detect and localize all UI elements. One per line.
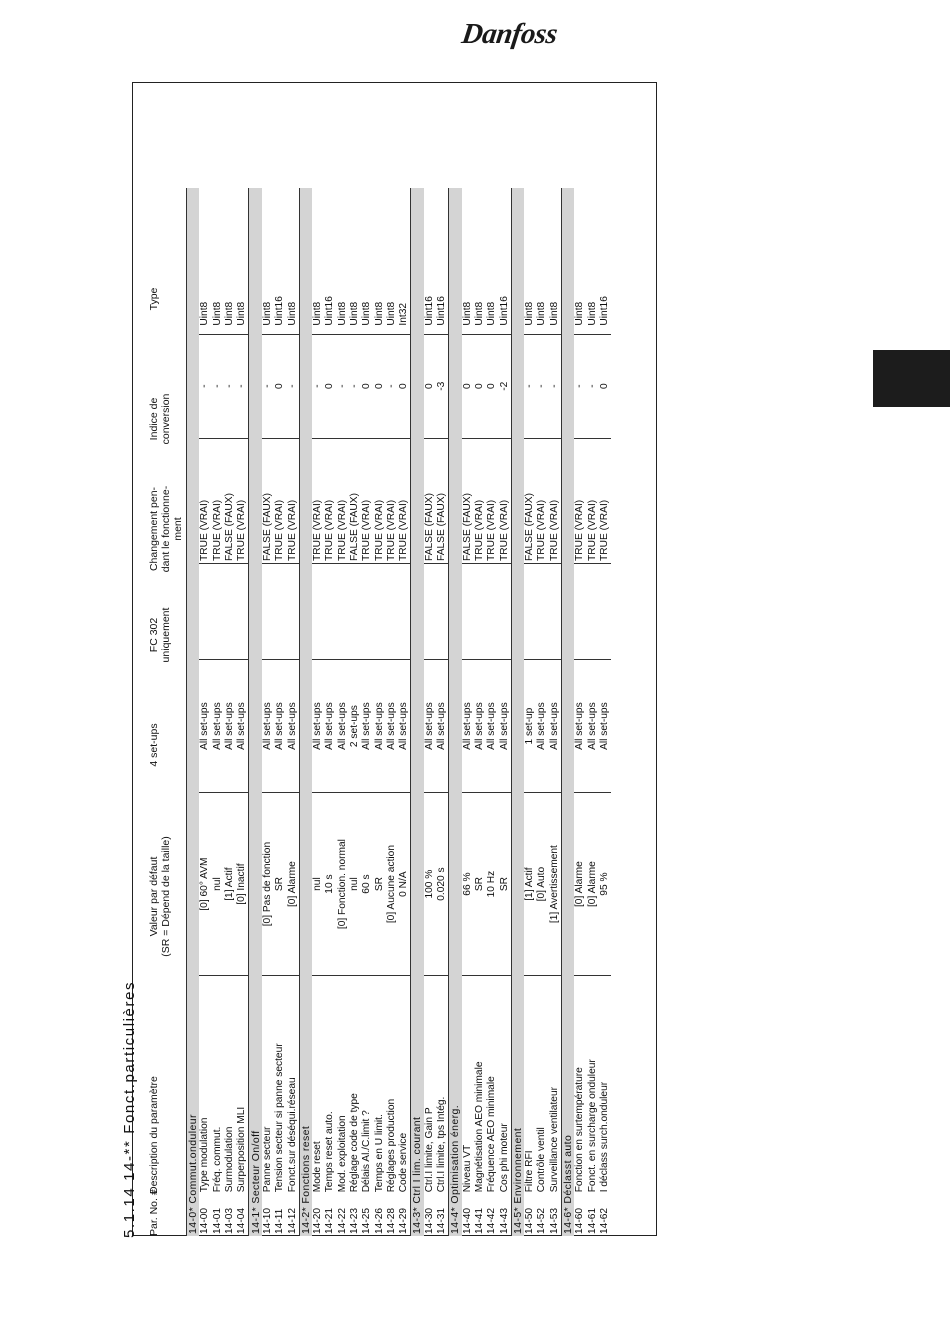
param-change-during-operation: TRUE (VRAI) (337, 438, 349, 563)
param-change-during-operation: TRUE (VRAI) (599, 438, 611, 563)
group-header-row (249, 188, 262, 1236)
parameter-row (424, 188, 436, 1236)
param-conversion-index: - (536, 334, 548, 438)
param-conversion-index: 0 (424, 334, 436, 438)
param-setups: All set-ups (587, 659, 599, 792)
parameter-row (524, 188, 536, 1236)
param-setups: All set-ups (386, 659, 398, 792)
param-setups: All set-ups (236, 659, 249, 792)
parameter-row (486, 188, 498, 1236)
param-default-value: SR (274, 793, 286, 975)
param-default-value: [0] Alarme (286, 793, 299, 975)
param-type: Uint8 (549, 188, 562, 334)
param-type: Uint8 (386, 188, 398, 334)
param-number: 14-00 (199, 1207, 211, 1234)
param-number: 14-29 (398, 1207, 410, 1234)
param-fc302-only (524, 563, 536, 659)
param-change-during-operation: TRUE (VRAI) (587, 438, 599, 563)
chapter-tab-marker (873, 350, 950, 407)
header-default-line1: Valeur par défaut (148, 856, 160, 937)
param-number: 14-10 (261, 1207, 273, 1234)
header-conversion-line2: conversion (160, 393, 172, 445)
param-type: Uint8 (361, 188, 373, 334)
param-description: Délais Al./C.limit ? (361, 1110, 373, 1193)
group-title: 14-6* Déclasst auto (561, 188, 574, 1236)
param-description: Fonct.sur déséqui.réseau (286, 1077, 298, 1193)
param-description: Ctrl.I limite, Gain P (423, 1107, 435, 1193)
parameter-row (286, 188, 299, 1236)
param-default-value: 0 N/A (398, 793, 411, 975)
param-setups: All set-ups (536, 659, 548, 792)
param-description: Fréquence AEO minimale (486, 1076, 498, 1193)
param-setups: All set-ups (212, 659, 224, 792)
param-setups: All set-ups (398, 659, 411, 792)
param-default-value: 10 Hz (486, 793, 498, 975)
section-title: 5.1.14 14-** Fonct.particulières (121, 980, 138, 1238)
parameter-row (262, 188, 274, 1236)
parameter-row (373, 188, 385, 1236)
param-setups: 2 set-ups (349, 659, 361, 792)
param-fc302-only (424, 563, 436, 659)
param-default-value: 60 s (361, 793, 373, 975)
param-fc302-only (212, 563, 224, 659)
param-default-value: nul (312, 793, 324, 975)
param-setups: All set-ups (498, 659, 511, 792)
parameter-row (462, 188, 474, 1236)
header-change-line3: ment (172, 517, 184, 541)
param-description: Fonct. en surcharge onduleur (586, 1059, 598, 1193)
param-type: Uint8 (474, 188, 486, 334)
param-description: Temps en U limit. (373, 1114, 385, 1193)
param-conversion-index: - (199, 334, 211, 438)
param-fc302-only (312, 563, 324, 659)
header-type (148, 229, 160, 369)
param-fc302-only (436, 563, 449, 659)
param-fc302-only (337, 563, 349, 659)
param-change-during-operation: TRUE (VRAI) (361, 438, 373, 563)
parameter-row (536, 188, 548, 1236)
parameter-row (361, 188, 373, 1236)
param-number: 14-61 (586, 1207, 598, 1234)
param-description: Panne secteur (261, 1126, 273, 1193)
param-setups: All set-ups (312, 659, 324, 792)
parameter-row (274, 188, 286, 1236)
param-default-value: 66 % (462, 793, 474, 975)
param-number: 14-20 (312, 1207, 324, 1234)
header-change-line1: Changement pen- (148, 486, 160, 572)
param-description: Contrôle ventil (536, 1127, 548, 1193)
param-conversion-index: -3 (436, 334, 449, 438)
param-conversion-index: - (286, 334, 299, 438)
param-change-during-operation: TRUE (VRAI) (386, 438, 398, 563)
param-setups: All set-ups (462, 659, 474, 792)
header-fc302-line1: FC 302 (148, 617, 160, 653)
param-description: Surmodulation (224, 1126, 236, 1193)
param-default-value: [0] Alarme (587, 793, 599, 975)
group-title: 14-2* Fonctions reset (299, 188, 312, 1236)
header-par-no-label: Par. No. # (148, 1189, 160, 1236)
parameter-row (587, 188, 599, 1236)
param-change-during-operation: FALSE (FAUX) (524, 438, 536, 563)
param-description: Réglages production (385, 1098, 397, 1193)
param-setups: 1 set-up (524, 659, 536, 792)
param-number: 14-50 (524, 1207, 536, 1234)
param-fc302-only (224, 563, 236, 659)
param-number: 14-62 (598, 1207, 610, 1234)
parameter-row (324, 188, 336, 1236)
param-number: 14-04 (236, 1207, 248, 1234)
param-setups: All set-ups (286, 659, 299, 792)
param-description: I déclass surch.onduleur (598, 1081, 610, 1193)
param-conversion-index: - (386, 334, 398, 438)
param-conversion-index: -2 (498, 334, 511, 438)
header-setups (148, 681, 160, 809)
param-default-value: [0] Aucune action (386, 793, 398, 975)
param-default-value: SR (373, 793, 385, 975)
param-change-during-operation: TRUE (VRAI) (486, 438, 498, 563)
header-default (148, 809, 172, 984)
param-type: Uint8 (373, 188, 385, 334)
param-number: 14-52 (536, 1207, 548, 1234)
param-default-value: nul (212, 793, 224, 975)
group-header-row (187, 188, 200, 1236)
param-description: Fréq. commut. (211, 1126, 223, 1193)
group-header-row (511, 188, 524, 1236)
param-default-value: 100 % (424, 793, 436, 975)
parameter-row (312, 188, 324, 1236)
parameter-row (498, 188, 511, 1236)
header-conversion-line1: Indice de (148, 397, 160, 441)
param-fc302-only (574, 563, 586, 659)
parameter-row (574, 188, 586, 1236)
param-conversion-index: 0 (373, 334, 385, 438)
param-change-during-operation: TRUE (VRAI) (274, 438, 286, 563)
param-fc302-only (536, 563, 548, 659)
param-fc302-only (486, 563, 498, 659)
param-number: 14-42 (486, 1207, 498, 1234)
param-fc302-only (236, 563, 249, 659)
parameter-row (436, 188, 449, 1236)
group-header-row (449, 188, 462, 1236)
param-conversion-index: - (587, 334, 599, 438)
param-conversion-index: - (349, 334, 361, 438)
param-default-value: [1] Actif (524, 793, 536, 975)
header-fc302 (148, 589, 172, 681)
param-default-value: SR (498, 793, 511, 975)
param-conversion-index: 0 (599, 334, 611, 438)
param-type: Uint16 (498, 188, 511, 334)
param-fc302-only (349, 563, 361, 659)
param-type: Uint8 (524, 188, 536, 334)
param-fc302-only (373, 563, 385, 659)
param-description: Filtre RFI (524, 1150, 536, 1193)
parameter-row (337, 188, 349, 1236)
param-fc302-only (398, 563, 411, 659)
param-change-during-operation: TRUE (VRAI) (549, 438, 562, 563)
param-type: Uint16 (599, 188, 611, 334)
param-setups: All set-ups (599, 659, 611, 792)
param-setups: All set-ups (324, 659, 336, 792)
group-header-row (561, 188, 574, 1236)
param-description: Mod. exploitation (336, 1115, 348, 1193)
param-change-during-operation: FALSE (FAUX) (349, 438, 361, 563)
param-conversion-index: 0 (462, 334, 474, 438)
param-number: 14-53 (548, 1207, 560, 1234)
param-fc302-only (361, 563, 373, 659)
param-change-during-operation: TRUE (VRAI) (574, 438, 586, 563)
header-change-line2: dant le fonctionne- (160, 485, 172, 573)
group-header-row (299, 188, 312, 1236)
param-description: Temps reset auto. (324, 1111, 336, 1193)
param-fc302-only (462, 563, 474, 659)
param-number: 14-43 (498, 1207, 510, 1234)
param-type: Uint8 (349, 188, 361, 334)
group-title: 14-0* Commut.onduleur (187, 188, 200, 1236)
param-default-value: [0] Inactif (236, 793, 249, 975)
param-number: 14-25 (361, 1207, 373, 1234)
param-type: Uint8 (212, 188, 224, 334)
param-change-during-operation: TRUE (VRAI) (286, 438, 299, 563)
param-type: Uint16 (424, 188, 436, 334)
param-description: Mode reset (312, 1141, 324, 1193)
param-number: 14-28 (385, 1207, 397, 1234)
param-change-during-operation: TRUE (VRAI) (312, 438, 324, 563)
parameter-row (599, 188, 611, 1236)
param-default-value: 0.020 s (436, 793, 449, 975)
param-conversion-index: 0 (274, 334, 286, 438)
param-default-value: [0] Alarme (574, 793, 586, 975)
param-number: 14-12 (286, 1207, 298, 1234)
param-setups: All set-ups (474, 659, 486, 792)
param-number: 14-01 (211, 1207, 223, 1234)
param-change-during-operation: TRUE (VRAI) (498, 438, 511, 563)
header-change (148, 469, 184, 589)
param-default-value: [0] Pas de fonction (262, 793, 274, 975)
param-type: Int32 (398, 188, 411, 334)
param-description: Fonction en surtempérature (574, 1067, 586, 1193)
param-type: Uint8 (536, 188, 548, 334)
parameter-row (474, 188, 486, 1236)
param-type: Uint8 (224, 188, 236, 334)
param-type: Uint16 (436, 188, 449, 334)
group-title: 14-1* Secteur On/off (249, 188, 262, 1236)
param-conversion-index: 0 (398, 334, 411, 438)
param-type: Uint8 (486, 188, 498, 334)
param-change-during-operation: TRUE (VRAI) (324, 438, 336, 563)
param-change-during-operation: FALSE (FAUX) (262, 438, 274, 563)
param-default-value: 95 % (599, 793, 611, 975)
header-par-no (148, 1189, 160, 1236)
param-fc302-only (474, 563, 486, 659)
param-fc302-only (274, 563, 286, 659)
parameter-row (224, 188, 236, 1236)
param-change-during-operation: FALSE (FAUX) (462, 438, 474, 563)
param-default-value: 10 s (324, 793, 336, 975)
param-type: Uint8 (587, 188, 599, 334)
param-fc302-only (286, 563, 299, 659)
param-description: Surperposition MLI (236, 1106, 248, 1193)
param-conversion-index: - (337, 334, 349, 438)
param-default-value: [0] Fonction. normal (337, 793, 349, 975)
param-conversion-index: - (262, 334, 274, 438)
param-type: Uint16 (274, 188, 286, 334)
param-description: Surveillance ventilateur (548, 1086, 560, 1193)
parameter-row (199, 188, 211, 1236)
param-default-value: SR (474, 793, 486, 975)
param-conversion-index: 0 (361, 334, 373, 438)
param-setups: All set-ups (373, 659, 385, 792)
param-default-value: nul (349, 793, 361, 975)
parameter-row (398, 188, 411, 1236)
header-setups-label: 4 set-ups (148, 723, 160, 767)
param-setups: All set-ups (424, 659, 436, 792)
param-fc302-only (549, 563, 562, 659)
param-description: Réglage code de type (349, 1093, 360, 1193)
group-header-row (411, 188, 424, 1236)
param-description: Ctrl.I limite, tps Intég. (436, 1096, 448, 1193)
param-fc302-only (324, 563, 336, 659)
param-change-during-operation: FALSE (FAUX) (436, 438, 449, 563)
param-fc302-only (262, 563, 274, 659)
param-conversion-index: - (574, 334, 586, 438)
param-description: Niveau VT (461, 1144, 473, 1193)
param-setups: All set-ups (574, 659, 586, 792)
param-number: 14-21 (324, 1207, 336, 1234)
parameter-row (212, 188, 224, 1236)
param-description: Tension secteur si panne secteur (274, 1043, 286, 1193)
param-type: Uint8 (262, 188, 274, 334)
param-default-value: [0] Auto (536, 793, 548, 975)
param-conversion-index: - (524, 334, 536, 438)
param-conversion-index: 0 (474, 334, 486, 438)
param-number: 14-23 (349, 1207, 360, 1234)
parameter-row (349, 188, 361, 1236)
param-description: Code service (398, 1132, 410, 1193)
parameter-row (549, 188, 562, 1236)
param-conversion-index: - (312, 334, 324, 438)
param-type: Uint8 (574, 188, 586, 334)
param-description: Type modulation (199, 1117, 211, 1193)
param-setups: All set-ups (262, 659, 274, 792)
param-setups: All set-ups (549, 659, 562, 792)
param-number: 14-03 (224, 1207, 236, 1234)
param-conversion-index: 0 (486, 334, 498, 438)
param-number: 14-40 (461, 1207, 473, 1234)
param-setups: All set-ups (361, 659, 373, 792)
param-default-value: [1] Actif (224, 793, 236, 975)
param-type: Uint8 (236, 188, 249, 334)
param-conversion-index: - (236, 334, 249, 438)
param-change-during-operation: FALSE (FAUX) (424, 438, 436, 563)
param-fc302-only (599, 563, 611, 659)
param-type: Uint8 (312, 188, 324, 334)
param-type: Uint8 (337, 188, 349, 334)
param-number: 14-26 (373, 1207, 385, 1234)
param-setups: All set-ups (274, 659, 286, 792)
header-description (148, 1076, 160, 1194)
param-setups: All set-ups (436, 659, 449, 792)
param-conversion-index: - (224, 334, 236, 438)
parameter-row (236, 188, 249, 1236)
danfoss-logo: Danfoss (459, 18, 560, 50)
param-change-during-operation: TRUE (VRAI) (536, 438, 548, 563)
rotated-parameter-page (118, 98, 658, 1238)
param-description: Magnétisation AEO minimale (473, 1061, 485, 1193)
param-change-during-operation: TRUE (VRAI) (212, 438, 224, 563)
param-change-during-operation: FALSE (FAUX) (224, 438, 236, 563)
param-number: 14-31 (436, 1207, 448, 1234)
param-change-during-operation: TRUE (VRAI) (398, 438, 411, 563)
param-conversion-index: 0 (324, 334, 336, 438)
param-change-during-operation: TRUE (VRAI) (474, 438, 486, 563)
param-number: 14-60 (574, 1207, 586, 1234)
param-default-value: [1] Avertissement (549, 793, 562, 975)
param-fc302-only (386, 563, 398, 659)
header-description-label: Description du paramètre (148, 1076, 160, 1194)
param-setups: All set-ups (199, 659, 211, 792)
param-conversion-index: - (549, 334, 562, 438)
header-type-label: Type (148, 287, 160, 311)
param-type: Uint16 (324, 188, 336, 334)
parameter-table (186, 188, 611, 1236)
param-number: 14-11 (274, 1208, 286, 1234)
param-change-during-operation: TRUE (VRAI) (236, 438, 249, 563)
param-number: 14-30 (423, 1207, 435, 1234)
header-fc302-line2: uniquement (160, 607, 172, 663)
param-default-value: [0] 60° AVM (199, 793, 211, 975)
param-type: Uint8 (462, 188, 474, 334)
group-title: 14-3* Ctrl I lim. courant (411, 188, 424, 1236)
param-conversion-index: - (212, 334, 224, 438)
param-change-during-operation: TRUE (VRAI) (373, 438, 385, 563)
header-conversion (148, 369, 172, 469)
param-number: 14-41 (473, 1207, 485, 1234)
param-type: Uint8 (199, 188, 211, 334)
header-default-line2: (SR = Dépend de la taille) (160, 836, 172, 957)
param-fc302-only (498, 563, 511, 659)
param-fc302-only (587, 563, 599, 659)
param-setups: All set-ups (486, 659, 498, 792)
group-title: 14-5* Environnement (511, 188, 524, 1236)
param-number: 14-22 (336, 1207, 348, 1234)
param-change-during-operation: TRUE (VRAI) (199, 438, 211, 563)
param-setups: All set-ups (337, 659, 349, 792)
param-type: Uint8 (286, 188, 299, 334)
parameter-row (386, 188, 398, 1236)
param-fc302-only (199, 563, 211, 659)
param-setups: All set-ups (224, 659, 236, 792)
parameter-table-body (187, 188, 612, 1236)
param-description: Cos phi moteur (498, 1123, 510, 1193)
group-title: 14-4* Optimisation énerg. (449, 188, 462, 1236)
